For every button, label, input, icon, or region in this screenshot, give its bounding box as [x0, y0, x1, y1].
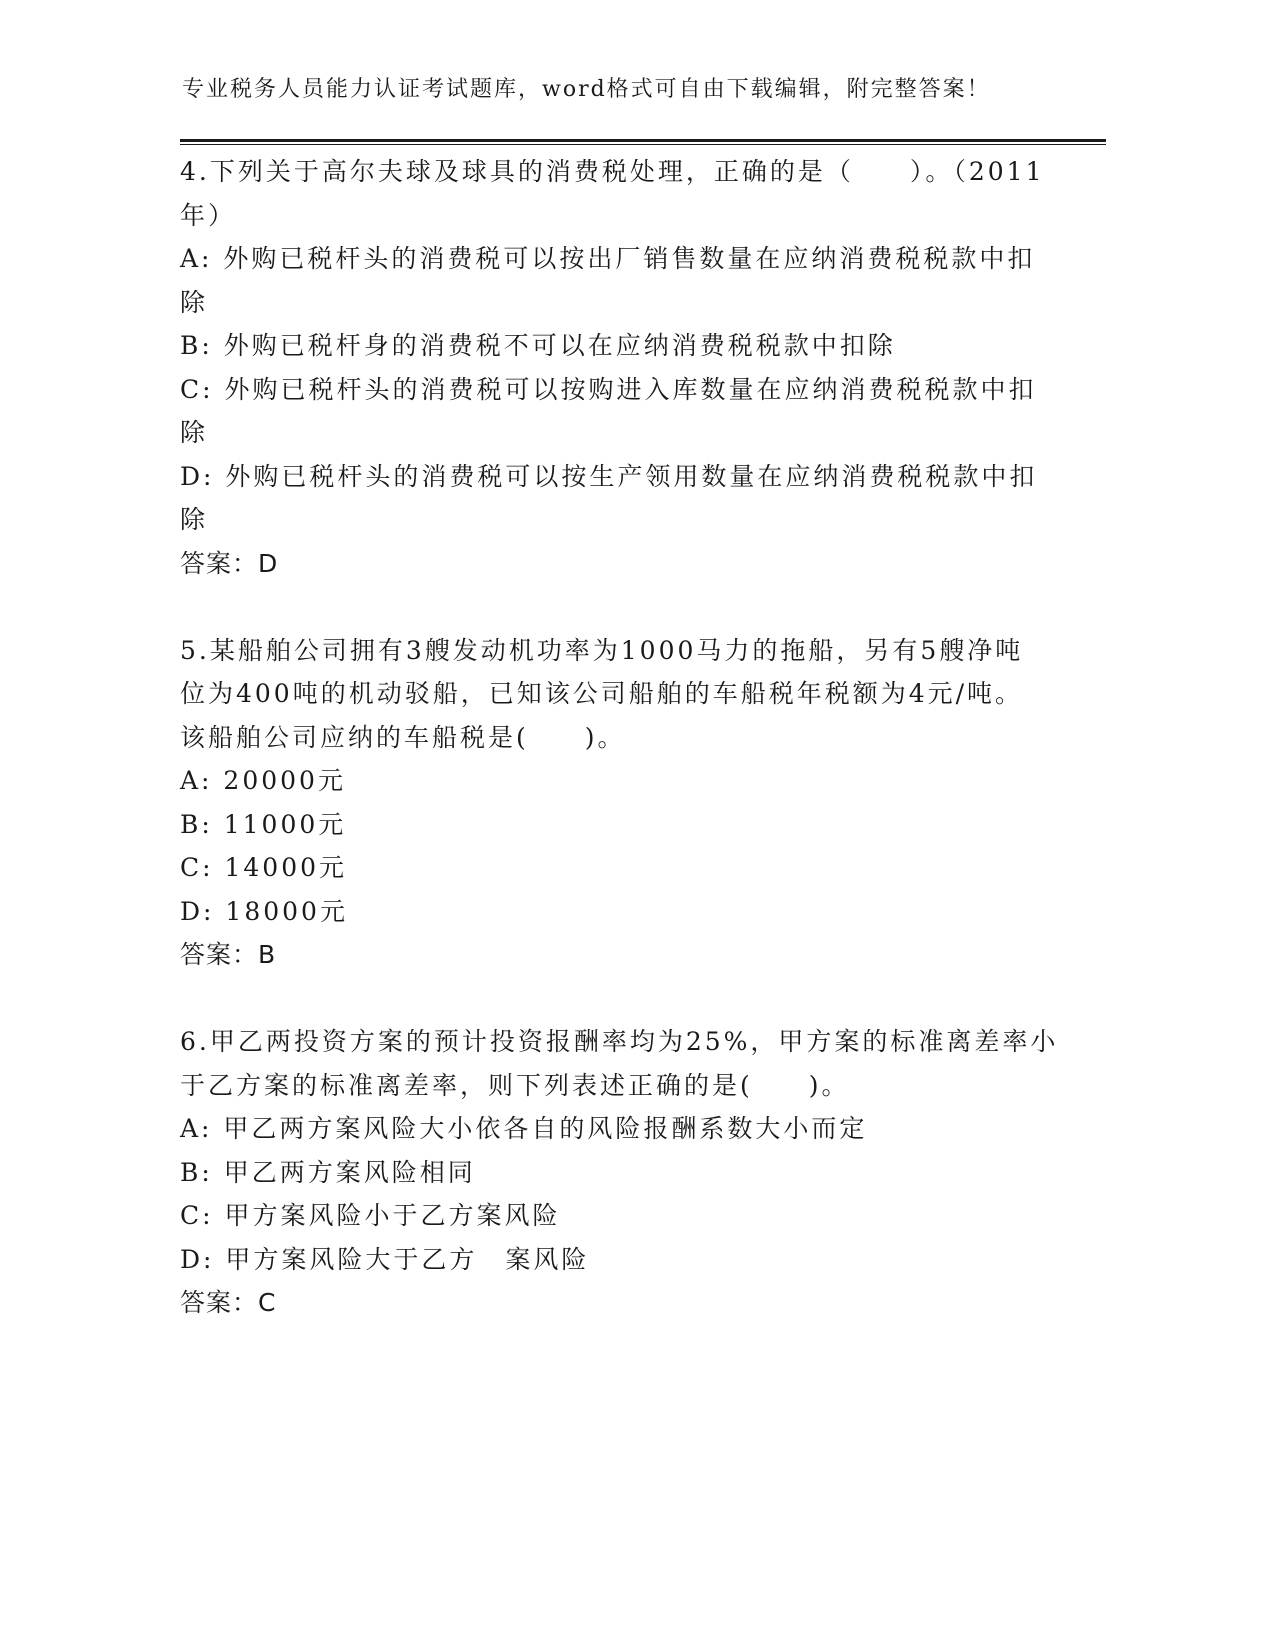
option-a: A: 20000元 — [180, 766, 346, 795]
spacer — [180, 977, 1040, 1021]
header-rule-thin — [180, 144, 1106, 145]
option-b: B: 外购已税杆身的消费税不可以在应纳消费税税款中扣除 — [180, 331, 896, 360]
option-c: C: 14000元 — [180, 853, 348, 882]
question-stem: 该船舶公司应纳的车船税是( )。 — [180, 722, 626, 752]
question-stem: 6.甲乙两投资方案的预计投资报酬率均为25%，甲方案的标准离差率小 — [180, 1027, 1059, 1056]
answer: 答案：D — [180, 548, 279, 578]
option-d: D: 甲方案风险大于乙方 案风险 — [180, 1244, 590, 1274]
question-stem: 年） — [180, 200, 237, 230]
option-c-cont: 除 — [180, 418, 209, 447]
question-stem: 于乙方案的标准离差率，则下列表述正确的是( )。 — [180, 1070, 850, 1100]
question-list — [180, 150, 1059, 1325]
option-d: D: 18000元 — [180, 896, 348, 926]
option-c: C: 甲方案风险小于乙方案风险 — [180, 1201, 561, 1230]
option-b: B: 甲乙两方案风险相同 — [180, 1157, 476, 1187]
question-stem: 5.某船舶公司拥有3艘发动机功率为1000马力的拖船，另有5艘净吨 — [180, 635, 1024, 665]
spacer — [180, 585, 1040, 629]
option-c: C: 外购已税杆头的消费税可以按购进入库数量在应纳消费税税款中扣 — [180, 374, 1037, 404]
option-a: A: 外购已税杆头的消费税可以按出厂销售数量在应纳消费税税款中扣 — [180, 244, 1036, 273]
option-d: D: 外购已税杆头的消费税可以按生产领用数量在应纳消费税税款中扣 — [180, 461, 1038, 491]
question-5 — [180, 629, 1040, 977]
option-a: A: 甲乙两方案风险大小依各自的风险报酬系数大小而定 — [180, 1114, 868, 1143]
page-header: 专业税务人员能力认证考试题库，word格式可自由下载编辑，附完整答案！ — [182, 77, 991, 102]
question-4 — [180, 150, 1045, 585]
question-stem: 位为400吨的机动驳船，已知该公司船舶的车船税年税额为4元/吨。 — [180, 679, 1024, 708]
question-stem: 4.下列关于高尔夫球及球具的消费税处理，正确的是（ ）。（2011 — [180, 157, 1045, 186]
question-6 — [180, 1020, 1059, 1325]
option-d-cont: 除 — [180, 505, 209, 534]
option-a-cont: 除 — [180, 287, 209, 317]
header-rule — [180, 139, 1106, 142]
answer: 答案：B — [180, 940, 277, 969]
option-b: B: 11000元 — [180, 809, 347, 839]
answer: 答案：C — [180, 1288, 277, 1317]
